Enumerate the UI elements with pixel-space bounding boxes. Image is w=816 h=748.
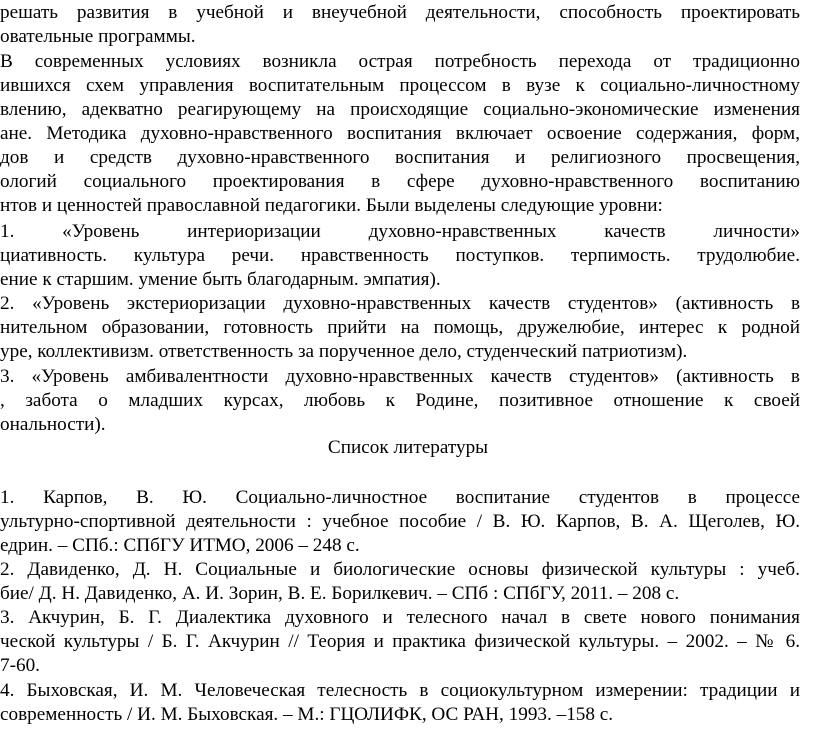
reference-line: едрин. – СПб.: СПбГУ ИТМО, 2006 – 248 с. [0,535,360,556]
text-line: дов и средств духовно-нравственного воспитания и религиозного просвещения, [0,147,800,168]
reference-line: ческой культуры / Б. Г. Акчурин // Теория и практика физической культуры. – 2002. – № 6. [0,631,800,652]
text-line: решать развития в учебной и внеучебной деятельности, способность проектировать [0,2,800,23]
text-line: влению, адекватно реагирующему на происходящие социально-экономические изменения [0,99,800,120]
level-3-line: ональности). [0,414,106,435]
reference-line: 2. Давиденко, Д. Н. Социальные и биологические основы физической культуры : учеб. [0,559,800,580]
reference-line: 7-60. [0,655,40,676]
level-1-line: циативность. культура речи. нравственность поступков. терпимость. трудолюбие. [0,245,800,266]
level-1-line: 1. «Уровень интериоризации духовно-нравственных качеств личности» [0,221,800,242]
text-line: ологий социального проектирования в сфере духовно-нравственного воспитанию [0,171,800,192]
text-line: ане. Методика духовно-нравственного воспитания включает освоение содержания, форм, [0,123,800,144]
reference-line: 1. Карпов, В. Ю. Социально-личностное воспитание студентов в процессе [0,487,800,508]
reference-line: современность / И. М. Быховская. – М.: ГЦОЛИФК, ОС РАН, 1993. –158 с. [0,704,614,725]
level-3-line: , забота о младших курсах, любовь к Родине, позитивное отношение к своей [0,390,800,411]
level-1-line: ение к старшим. умение быть благодарным. эмпатия). [0,269,441,290]
level-2-line: 2. «Уровень экстериоризации духовно-нравственных качеств студентов» (активность в [0,293,800,314]
text-line: ившихся схем управления воспитательным процессом в вузе к социально-личностному [0,75,800,96]
reference-line: бие/ Д. Н. Давиденко, А. И. Зорин, В. Е. Борилкевич. – СПб : СПбГУ, 2011. – 208 с. [0,583,680,604]
text-line: нтов и ценностей православной педагогики. Были выделены следующие уровни: [0,195,663,216]
reference-line: 4. Быховская, И. М. Человеческая телесность в социокультурном измерении: традиции и [0,680,800,701]
level-3-line: 3. «Уровень амбивалентности духовно-нравственных качеств студентов» (активность в [0,366,800,387]
level-2-line: уре, коллективизм. ответственность за порученное дело, студенческий патриотизм). [0,341,688,362]
text-line: В современных условиях возникла острая потребность перехода от традиционно [0,51,800,72]
bibliography-title: Список литературы [327,437,489,458]
reference-line: 3. Акчурин, Б. Г. Диалектика духовного и телесного начал в свете нового понимания [0,607,800,628]
text-line: овательные программы. [0,26,196,47]
level-2-line: нительном образовании, готовность прийти на помощь, дружелюбие, интерес к родной [0,317,800,338]
reference-line: ультурно-спортивной деятельности : учебное пособие / В. Ю. Карпов, В. А. Щеголев, Ю. [0,511,800,532]
